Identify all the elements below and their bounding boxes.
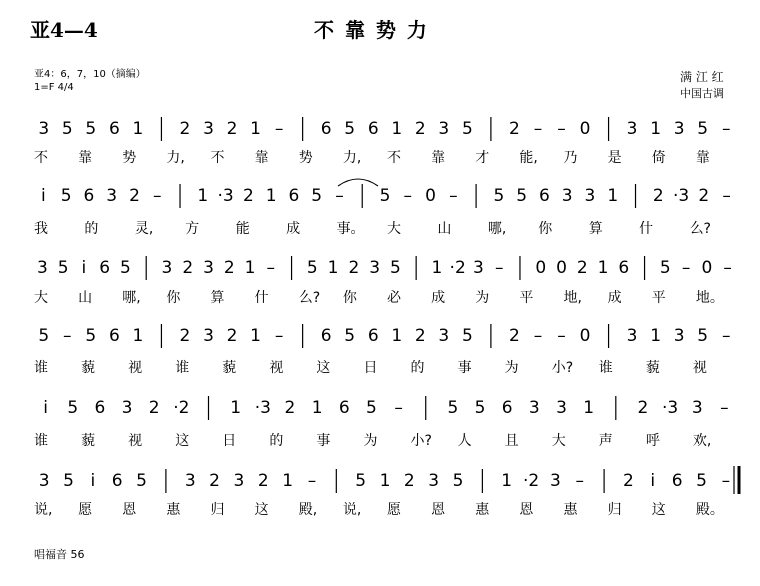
lyric-syllable: 小? xyxy=(551,360,574,376)
note: 1 xyxy=(250,326,261,346)
lyric-syllable: 视 xyxy=(128,360,143,376)
note: 2 xyxy=(348,258,360,278)
lyric-syllable: 殿。 xyxy=(695,502,724,518)
lyric-syllable: 且 xyxy=(504,433,519,449)
lyric-syllable: 力, xyxy=(342,150,362,166)
note: – xyxy=(575,471,585,491)
note: 5 xyxy=(306,258,318,278)
lyric-syllable: 大 xyxy=(551,433,566,449)
lyric-syllable: 归 xyxy=(607,502,622,518)
lyric-syllable: 谁 xyxy=(34,433,48,449)
lyric-syllable: 大 xyxy=(387,221,401,237)
lyric-syllable: 的 xyxy=(269,433,284,449)
lyric-syllable: 地。 xyxy=(695,290,724,306)
note: 0 xyxy=(579,326,591,346)
note: ·3 xyxy=(217,186,234,206)
lyric-syllable: 什 xyxy=(639,221,654,237)
note: 3 xyxy=(556,398,567,418)
note: 3 xyxy=(473,258,484,278)
note: 5 xyxy=(57,258,69,278)
lyric-syllable: 视 xyxy=(128,433,143,449)
lyric-syllable: 靠 xyxy=(78,150,93,166)
note: 0 xyxy=(425,186,436,206)
note: – xyxy=(449,186,458,206)
lyric-syllable: 惠 xyxy=(563,502,578,518)
note: 2 xyxy=(242,186,254,206)
note: 3 xyxy=(673,326,685,346)
note: 6 xyxy=(671,471,683,491)
lyric-syllable: 藐 xyxy=(81,433,96,449)
note: 5 xyxy=(452,471,464,491)
note: – xyxy=(722,186,731,206)
note: – xyxy=(153,186,162,206)
lyric-syllable: 小? xyxy=(410,433,432,449)
note: 1 xyxy=(197,186,209,206)
lyric-syllable: 殿, xyxy=(298,502,318,518)
note: 5 xyxy=(344,119,356,139)
note: i xyxy=(81,258,87,278)
note: 5 xyxy=(696,471,707,491)
note: 6 xyxy=(99,258,111,278)
page-reference: 唱福音 56 xyxy=(34,548,85,561)
note: 1 xyxy=(230,398,242,418)
lyric-syllable: 方 xyxy=(185,221,200,237)
note: 5 xyxy=(461,326,473,346)
note: 2 xyxy=(576,258,588,278)
note: ·3 xyxy=(672,186,690,206)
lyric-syllable: 视 xyxy=(269,360,284,376)
lyric-syllable: 谁 xyxy=(175,360,190,376)
note: i xyxy=(41,186,46,206)
note: ·3 xyxy=(254,398,271,418)
lyric-syllable: 是 xyxy=(607,150,622,166)
note: 2 xyxy=(414,119,426,139)
note: 5 xyxy=(379,186,391,206)
note: 0 xyxy=(535,258,547,278)
note: 1 xyxy=(265,186,277,206)
hymn-number: 亚4—4 xyxy=(30,18,98,42)
note: 6 xyxy=(338,398,350,418)
note: – xyxy=(307,471,317,491)
lyric-syllable: 哪, xyxy=(122,290,141,306)
lyric-syllable: 靠 xyxy=(431,150,446,166)
note: 5 xyxy=(85,326,97,346)
lyricist: 满 江 红 xyxy=(680,70,724,84)
note: 6 xyxy=(111,471,123,491)
note: 2 xyxy=(652,186,664,206)
note: 3 xyxy=(106,186,118,206)
note: 1 xyxy=(650,326,662,346)
note: 2 xyxy=(698,186,710,206)
note: – xyxy=(723,258,732,278)
lyric-syllable: 这 xyxy=(651,502,666,518)
note: 6 xyxy=(83,186,95,206)
note: – xyxy=(681,258,691,278)
lyric-syllable: 谁 xyxy=(34,360,48,376)
note: 6 xyxy=(108,119,120,139)
note: 3 xyxy=(626,326,638,346)
note: 5 xyxy=(63,471,74,491)
note: 5 xyxy=(67,398,79,418)
note: 2 xyxy=(179,119,191,139)
note: 5 xyxy=(474,398,486,418)
lyric-syllable: 人 xyxy=(457,433,472,449)
lyric-syllable: 日 xyxy=(363,360,378,376)
note: – xyxy=(494,258,504,278)
lyric-syllable: 才 xyxy=(475,150,490,166)
lyric-syllable: 势 xyxy=(122,150,137,166)
note: 5 xyxy=(461,119,473,139)
note: i xyxy=(90,471,96,491)
note: 2 xyxy=(148,398,160,418)
lyric-syllable: 恩 xyxy=(431,502,446,518)
lyric-syllable: 平 xyxy=(651,290,666,306)
note: 2 xyxy=(414,326,426,346)
lyric-syllable: 说, xyxy=(34,502,53,518)
note: 3 xyxy=(528,398,540,418)
note: 5 xyxy=(389,258,401,278)
note: 1 xyxy=(391,119,403,139)
note: – xyxy=(533,119,543,139)
note: 2 xyxy=(509,326,520,346)
lyric-syllable: 势 xyxy=(298,150,313,166)
note: 6 xyxy=(367,326,379,346)
note: 1 xyxy=(132,326,144,346)
note: 5 xyxy=(447,398,459,418)
note: 1 xyxy=(431,258,443,278)
lyric-syllable: 地, xyxy=(563,290,582,306)
note: – xyxy=(721,119,731,139)
note: 5 xyxy=(120,258,131,278)
note: 5 xyxy=(136,471,147,491)
note: 5 xyxy=(516,186,528,206)
lyric-syllable: 能 xyxy=(235,221,250,237)
note: 1 xyxy=(650,119,662,139)
note: 6 xyxy=(320,326,332,346)
lyric-syllable: 山 xyxy=(78,290,93,306)
lyric-syllable: 事。 xyxy=(336,221,365,237)
note: 2 xyxy=(226,119,238,139)
lyric-syllable: 大 xyxy=(34,290,48,306)
lyric-syllable: 说, xyxy=(342,502,362,518)
lyric-syllable: 藐 xyxy=(645,360,660,376)
lyric-syllable: 你 xyxy=(166,290,181,306)
note: 2 xyxy=(226,326,238,346)
note: 0 xyxy=(556,258,567,278)
note: 2 xyxy=(257,471,269,491)
note: 6 xyxy=(367,119,379,139)
note: 3 xyxy=(161,258,173,278)
lyric-syllable: 惠 xyxy=(475,502,490,518)
lyric-syllable: 谁 xyxy=(598,360,613,376)
note: 2 xyxy=(129,186,140,206)
lyric-syllable: 灵, xyxy=(134,221,154,237)
note: – xyxy=(557,119,566,139)
note: 3 xyxy=(233,471,245,491)
lyric-syllable: 这 xyxy=(316,360,331,376)
note: 1 xyxy=(244,258,256,278)
lyric-syllable: 平 xyxy=(519,290,534,306)
lyric-syllable: 算 xyxy=(210,290,225,306)
note: 1 xyxy=(391,326,403,346)
note: 0 xyxy=(579,119,591,139)
note: 1 xyxy=(501,471,513,491)
lyric-syllable: 愿 xyxy=(78,502,93,518)
lyric-syllable: 不 xyxy=(34,150,48,166)
lyric-syllable: 日 xyxy=(222,433,237,449)
lyric-syllable: 为 xyxy=(363,433,378,449)
note: 1 xyxy=(311,398,323,418)
song-title: 不 靠 势 力 xyxy=(314,18,429,42)
note: 3 xyxy=(203,326,214,346)
note: 6 xyxy=(320,119,332,139)
lyric-syllable: 声 xyxy=(598,433,613,449)
note: 3 xyxy=(691,398,703,418)
note: ·3 xyxy=(661,398,679,418)
note: 5 xyxy=(85,119,97,139)
lyric-syllable: 倚 xyxy=(651,150,666,166)
note: 6 xyxy=(618,258,630,278)
note: – xyxy=(403,186,413,206)
note: 1 xyxy=(597,258,609,278)
lyric-syllable: 必 xyxy=(387,290,401,306)
note: 2 xyxy=(182,258,194,278)
tune-name: 中国古调 xyxy=(680,87,724,100)
note: 5 xyxy=(697,326,709,346)
note: 6 xyxy=(539,186,550,206)
source-note: 亚4：6，7，10（摘编） xyxy=(34,69,146,80)
note: 3 xyxy=(369,258,381,278)
key-signature: 1=F 4/4 xyxy=(34,82,74,93)
lyric-syllable: 哪, xyxy=(487,221,507,237)
note: 3 xyxy=(203,258,214,278)
note: 3 xyxy=(438,119,450,139)
lyric-syllable: 为 xyxy=(475,290,490,306)
note: 2 xyxy=(509,119,520,139)
note: 3 xyxy=(38,119,50,139)
lyric-syllable: 事 xyxy=(316,433,331,449)
note: 3 xyxy=(561,186,573,206)
note: 3 xyxy=(184,471,196,491)
note: 5 xyxy=(366,398,377,418)
note: – xyxy=(533,326,543,346)
note: 3 xyxy=(121,398,133,418)
note: 0 xyxy=(701,258,713,278)
lyric-syllable: 视 xyxy=(692,360,707,376)
note: 5 xyxy=(697,119,709,139)
note: ·2 xyxy=(522,471,540,491)
note: 3 xyxy=(38,471,50,491)
tie-arc xyxy=(338,179,378,186)
note: 5 xyxy=(60,186,72,206)
note: – xyxy=(394,398,403,418)
lyric-syllable: 归 xyxy=(210,502,225,518)
lyric-syllable: 恩 xyxy=(122,502,137,518)
note: – xyxy=(721,326,731,346)
lyric-syllable: 么? xyxy=(689,221,712,237)
lyric-syllable: 能, xyxy=(519,150,538,166)
note: 2 xyxy=(637,398,649,418)
lyric-syllable: 乃 xyxy=(563,150,578,166)
note: 3 xyxy=(203,119,214,139)
note: 5 xyxy=(344,326,356,346)
lyric-syllable: 恩 xyxy=(519,502,534,518)
note: 5 xyxy=(38,326,50,346)
lyric-syllable: 这 xyxy=(175,433,190,449)
note: i xyxy=(650,471,656,491)
lyric-syllable: 我 xyxy=(34,221,48,237)
lyric-syllable: 为 xyxy=(504,360,519,376)
note: 6 xyxy=(94,398,106,418)
lyric-syllable: 的 xyxy=(410,360,425,376)
lyric-syllable: 欢, xyxy=(692,433,712,449)
lyric-syllable: 藐 xyxy=(81,360,96,376)
note: 3 xyxy=(438,326,450,346)
note: 3 xyxy=(36,258,48,278)
note: 1 xyxy=(250,119,261,139)
note: 6 xyxy=(501,398,513,418)
note: 2 xyxy=(223,258,235,278)
lyric-syllable: 靠 xyxy=(695,150,710,166)
lyric-syllable: 呼 xyxy=(645,433,660,449)
note: – xyxy=(557,326,566,346)
note: – xyxy=(274,326,284,346)
lyric-syllable: 成 xyxy=(607,290,622,306)
lyric-syllable: 的 xyxy=(84,221,99,237)
lyric-syllable: 愿 xyxy=(387,502,401,518)
lyric-syllable: 力, xyxy=(166,150,185,166)
note: 1 xyxy=(132,119,144,139)
note: 3 xyxy=(673,119,685,139)
note: ·2 xyxy=(449,258,466,278)
note: – xyxy=(720,398,729,418)
lyric-syllable: 事 xyxy=(457,360,472,376)
note: i xyxy=(43,398,48,418)
lyric-syllable: 成 xyxy=(431,290,446,306)
lyric-syllable: 么? xyxy=(298,290,321,306)
note: 5 xyxy=(311,186,323,206)
note: 2 xyxy=(284,398,296,418)
note: 5 xyxy=(659,258,671,278)
note: 2 xyxy=(209,471,221,491)
lyric-syllable: 你 xyxy=(538,221,553,237)
lyric-syllable: 不 xyxy=(387,150,401,166)
note: 3 xyxy=(428,471,440,491)
note: ·2 xyxy=(173,398,190,418)
note: 1 xyxy=(282,471,294,491)
note: 3 xyxy=(584,186,596,206)
note: 3 xyxy=(626,119,638,139)
lyric-syllable: 山 xyxy=(437,221,452,237)
lyric-syllable: 惠 xyxy=(166,502,181,518)
note: – xyxy=(274,119,284,139)
note: 1 xyxy=(327,258,339,278)
note: 1 xyxy=(583,398,595,418)
note: 1 xyxy=(379,471,391,491)
lyric-syllable: 藐 xyxy=(222,360,237,376)
note: 6 xyxy=(108,326,120,346)
lyric-syllable: 成 xyxy=(286,221,301,237)
note: 5 xyxy=(493,186,505,206)
lyric-syllable: 什 xyxy=(254,290,269,306)
lyric-syllable: 不 xyxy=(210,150,225,166)
note: – xyxy=(63,326,72,346)
note: 1 xyxy=(607,186,619,206)
note: 2 xyxy=(623,471,634,491)
note: – xyxy=(335,186,344,206)
note: 5 xyxy=(61,119,73,139)
lyric-syllable: 这 xyxy=(254,502,269,518)
lyric-syllable: 你 xyxy=(342,290,357,306)
note: 6 xyxy=(288,186,300,206)
note: 3 xyxy=(549,471,561,491)
lyric-syllable: 算 xyxy=(588,221,603,237)
note: 5 xyxy=(355,471,367,491)
note: – xyxy=(721,471,731,491)
note: 2 xyxy=(403,471,415,491)
lyric-syllable: 靠 xyxy=(254,150,269,166)
note: 2 xyxy=(179,326,191,346)
note: – xyxy=(266,258,276,278)
